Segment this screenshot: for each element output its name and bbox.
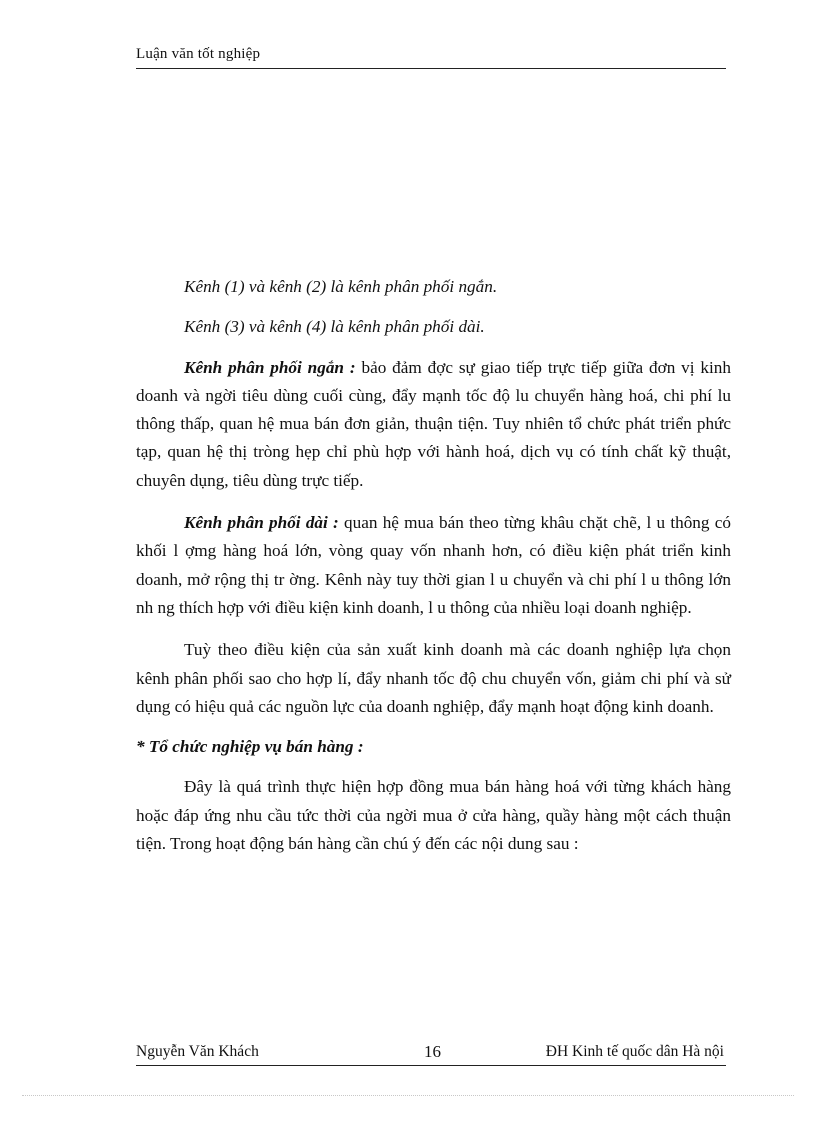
paragraph-sales-operation: Đây là quá trình thực hiện hợp đồng mua bán hàng hoá với từng khách hàng hoặc đáp ứng nhu cầu tức thời của ngời mua ở cửa hàng, quầy hàng một cách thuận tiện. Trong hoạt động bán hàng cần chú ý đến các nội dung sau : [136,777,731,854]
header-rule [136,68,726,69]
footer-author: Nguyễn Văn Khách [136,1043,259,1060]
text-short-channel: bảo đảm đợc sự giao tiếp trực tiếp giữa đơn vị kinh doanh và ngời tiêu dùng cuối cùng, đẩy mạnh tốc độ lu chuyển hàng hoá, chi phí lu thông thấp, quan hệ mua bán đơn giản, thuận tiện. Tuy nhiên tổ chức phát triển phức tạp, quan hệ thị tròng hẹp chỉ phù hợp với hành hoá, dịch vụ có tính chất kỹ thuật, chuyên dụng, tiêu dùng trực tiếp. [136,357,731,490]
page-edge-dotted-line [22,1095,794,1096]
footer-page-number: 16 [424,1042,441,1061]
page-header-title: Luận văn tốt nghiệp [136,46,261,62]
footer-institution: ĐH Kinh tế quốc dân Hà nội [545,1043,724,1060]
paragraph-short-long-2: Kênh (3) và kênh (4) là kênh phân phối dài. [184,317,485,337]
section-heading: * Tổ chức nghiệp vụ bán hàng : [136,737,364,757]
term-long-channel: Kênh phân phối dài : [184,513,339,533]
paragraph-long-channel [136,509,731,622]
paragraph-short-channel [136,354,731,495]
document-body [136,273,731,858]
term-short-channel: Kênh phân phối ngắn : [184,357,356,377]
text-long-channel: quan hệ mua bán theo từng khâu chặt chẽ, l u thông có khối l ợmg hàng hoá lớn, vòng quay vốn nhanh hơn, có điều kiện phát triển kinh doanh, mở rộng thị tr ờng. Kênh này tuy thời gian l u chuyển và chi phí l u thông lớn nh ng thích hợp với điều kiện kinh doanh, l u thông của nhiều loại doanh nghiệp. [136,513,731,617]
paragraph-short-long-1: Kênh (1) và kênh (2) là kênh phân phối ngắn. [184,277,498,296]
footer-rule [136,1065,726,1066]
paragraph-selection: Tuỳ theo điều kiện của sản xuất kinh doanh mà các doanh nghiệp lựa chọn kênh phân phối sao cho hợp lí, đẩy nhanh tốc độ chu chuyển vốn, giảm chi phí và sử dụng có hiệu quả các nguồn lực của doanh nghiệp, đẩy mạnh hoạt động kinh doanh. [136,640,731,716]
